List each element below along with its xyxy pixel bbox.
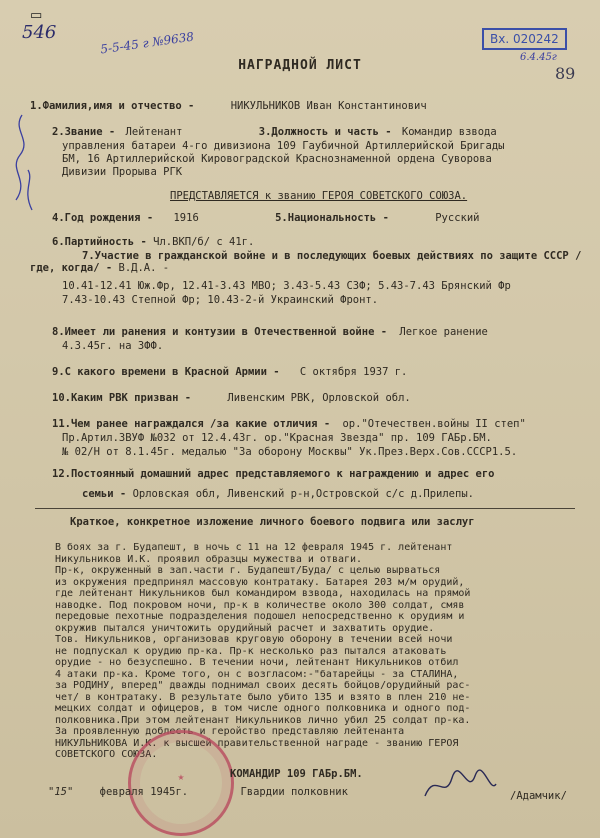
field-service-since: 9.С какого времени в Красной Армии - С октября 1937 г. (52, 366, 408, 378)
field-family-address: семьи - Орловская обл, Ливенский р-н,Островской с/с д.Прилепы. (82, 488, 474, 500)
field-home-address: 12.Постоянный домашний адрес представляемого к награждению и адрес его (52, 468, 495, 480)
story-line: за РОДИНУ, вперед" дважды поднимал своих десять бойцов/орудийный рас- (55, 680, 471, 691)
story-line: орудие - но безуспешно. В течении ночи, лейтенант Никульников отбил (55, 657, 459, 668)
signer-name: /Адамчик/ (510, 790, 567, 802)
incoming-stamp-code: Вх. 020242 (490, 32, 559, 46)
story-line: Пр-к, окруженный в зап.части г. Будапешт/Буда/ с целью вырваться (55, 565, 441, 576)
field-position-cont-1: управления батареи 4-го дивизиона 109 Гаубичной Артиллерийской Бригады (62, 140, 505, 152)
field-awards-cont-1: Пр.Артил.3ВУФ №032 от 12.4.43г. ор."Красная Звезда" пр. 109 ГАБр.БМ. (62, 432, 492, 444)
story-heading: Краткое, конкретное изложение личного боевого подвига или заслуг (70, 516, 475, 528)
field-wounds-cont: 4.3.45г. на 3ФФ. (62, 340, 164, 352)
story-line: В боях за г. Будапешт, в ночь с 11 на 12 февраля 1945 г. лейтенант (55, 542, 453, 553)
field-wounds: 8.Имеет ли ранения и контузии в Отечественной войне - Легкое ранение (52, 326, 488, 338)
official-seal: ★ (128, 730, 234, 836)
story-line: не подпускал к орудию пр-ка. Пр-к несколько раз пытался атаковать (55, 645, 447, 657)
field-birth-nationality: 4.Год рождения - 1916 5.Национальность - Русский (52, 212, 480, 224)
story-line: полковника.При этом лейтенант Никульников лично убил 25 солдат пр-ка. (55, 714, 471, 726)
field-awards-cont-2: № 02/Н от 8.1.45г. медалью "За оборону Москвы" Ук.През.Верх.Сов.СССР1.5. (62, 446, 518, 458)
archive-box-mark: ▭ (30, 8, 43, 23)
section-divider (35, 508, 575, 509)
field-war-cont-1: 10.41-12.41 Юж.Фр, 12.41-3.43 МВО; 3.43-5.43 СЗФ; 5.43-7.43 Брянский Фр (62, 280, 511, 292)
signature-icon (420, 766, 500, 806)
field-rank-position: 2.Звание - Лейтенант 3.Должность и часть - Командир взвода (52, 126, 497, 138)
field-previous-awards: 11.Чем ранее награждался /за какие отличия - ор."Отечествен.войны II степ" (52, 418, 526, 430)
story-line: наводке. Под покровом ночи, пр-к в количестве около 300 солдат, смяв (55, 599, 465, 611)
signature-date: "15" февраля 1945г. Гвардии полковник (48, 786, 348, 798)
field-position-cont-3: Дивизии Прорыва РГК (62, 166, 183, 178)
field-name: 1.Фамилия,имя и отчество - НИКУЛЬНИКОВ Иван Константинович (30, 100, 427, 112)
commander-title: КОМАНДИР 109 ГАБр.БМ. (230, 768, 363, 780)
story-line: мецких солдат и офицеров, в том числе одного полковника и одного под- (55, 703, 471, 714)
story-line: где лейтенант Никульников был командиром взвода, находилась на прямой (55, 588, 471, 599)
story-line: Никульников И.К. проявил образцы мужества и отваги. (55, 553, 363, 565)
field-position-cont-2: БМ, 16 Артиллерийской Кировоградской Краснознаменной ордена Суворова (62, 153, 492, 165)
story-line: окружив пытался уничтожить орудийный расчет и захватить орудие. (55, 622, 435, 634)
field-drafted-by: 10.Каким РВК призван - Ливенским РВК, Орловской обл. (52, 392, 411, 404)
registration-note: 5-5-45 г №9638 (99, 29, 195, 57)
field-war-participation: 7.Участие в гражданской войне и в последующих боевых действиях по защите СССР /где, когда/ - В.Д.А. - (30, 250, 582, 274)
incoming-stamp (482, 28, 567, 50)
sheet-number: 546 (22, 22, 57, 43)
story-line: СОВЕТСКОГО СОЮЗА. (55, 749, 158, 760)
field-party: 6.Партийность - Чл.ВКП/б/ с 41г. (52, 236, 255, 248)
story-line: передовые пехотные подразделения подошел непосредственно к орудиям и (55, 611, 465, 622)
story-line: Тов. Никульников, организовав круговую оборону в течении всей ночи (55, 634, 453, 645)
story-line: 4 атаки пр-ка. Кроме того, он с возгласом:-"батарейцы - за СТАЛИНА, (55, 668, 459, 680)
side-number: 89 (555, 64, 576, 83)
nominated-for: ПРЕДСТАВЛЯЕТСЯ к званию ГЕРОЯ СОВЕТСКОГО СОЮЗА. (170, 190, 468, 202)
story-line: из окружения предпринял массовую контратаку. Батарея 203 м/м орудий, (55, 576, 465, 588)
field-war-cont-2: 7.43-10.43 Степной Фр; 10.43-2-й Украинский Фронт. (62, 294, 379, 306)
document-title: НАГРАДНОЙ ЛИСТ (238, 58, 362, 73)
story-line: чет/ в контратаку. В результате было убито 135 и взято в плен 210 не- (55, 691, 471, 703)
incoming-stamp-date: 6.4.45г (520, 52, 557, 63)
story-text (55, 542, 585, 761)
story-line: НИКУЛЬНИКОВА И.К. к высшей правительственной награде - званию ГЕРОЯ (55, 737, 459, 749)
story-line: За проявленную доблесть и геройство представляю лейтенанта (55, 726, 405, 737)
